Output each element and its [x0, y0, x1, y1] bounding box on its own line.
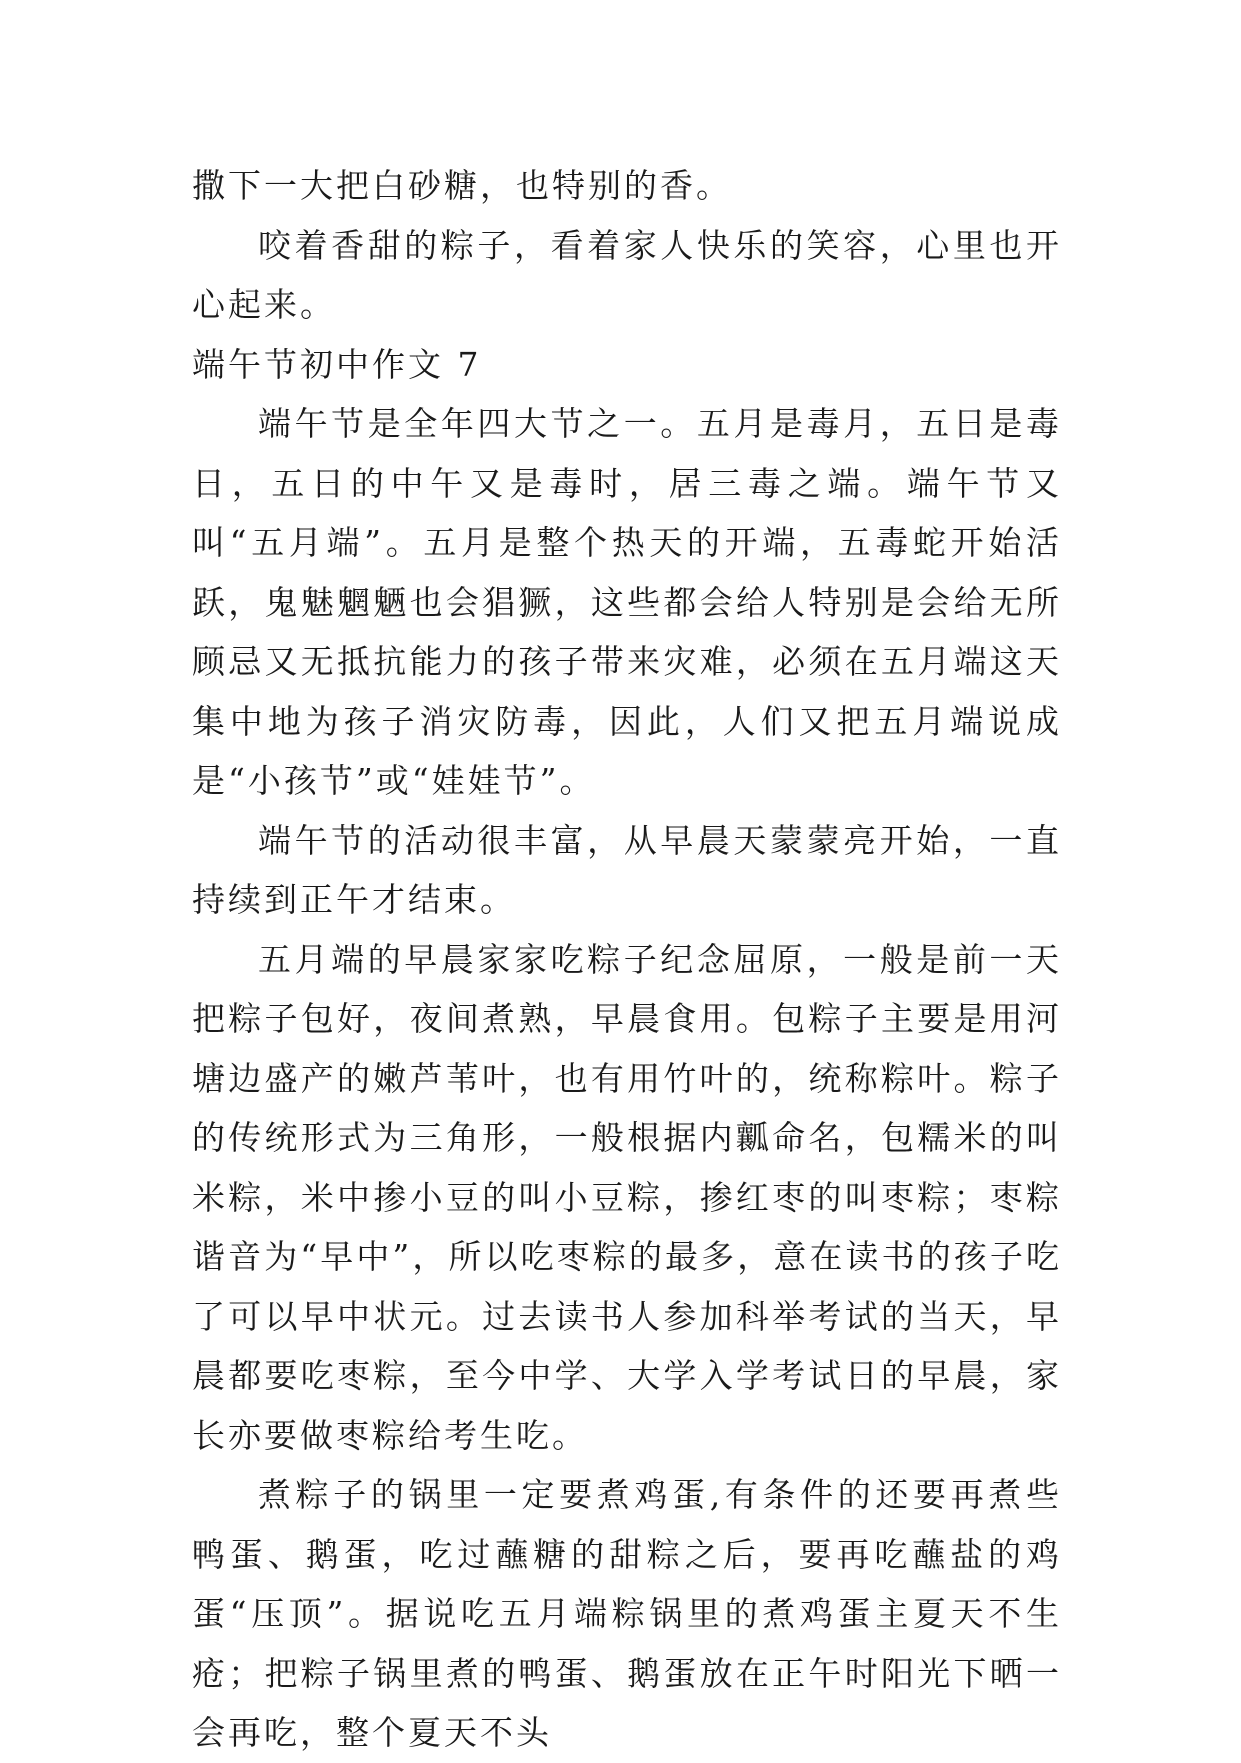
section-heading: 端午节初中作文 7 [192, 344, 482, 384]
paragraph: 端午节是全年四大节之一。五月是毒月，五日是毒日，五日的中午又是毒时，居三毒之端。端午节又叫“五月端”。五月是整个热天的开端，五毒蛇开始活跃，鬼魅魍魉也会猖獗，这些都会给人特别是会给无所顾忌又无抵抗能力的孩子带来灾难，必须在五月端这天集中地为孩子消灾防毒，因此，人们又把五月端说成是“小孩节”或“娃娃节”。 [192, 404, 1062, 800]
document-body [192, 156, 1062, 1763]
paragraph: 煮粽子的锅里一定要煮鸡蛋,有条件的还要再煮些鸭蛋、鹅蛋，吃过蘸糖的甜粽之后，要再吃蘸盐的鸡蛋“压顶”。据说吃五月端粽锅里的煮鸡蛋主夏天不生疮；把粽子锅里煮的鸭蛋、鹅蛋放在正午时阳光下晒一会再吃，整个夏天不头 [192, 1475, 1062, 1752]
paragraph-continuation: 撒下一大把白砂糖，也特别的香。 [192, 166, 732, 205]
paragraph: 五月端的早晨家家吃粽子纪念屈原，一般是前一天把粽子包好，夜间煮熟，早晨食用。包粽子主要是用河塘边盛产的嫩芦苇叶，也有用竹叶的，统称粽叶。粽子的传统形式为三角形，一般根据内瓤命名，包糯米的叫米粽，米中掺小豆的叫小豆粽，掺红枣的叫枣粽；枣粽谐音为“早中”，所以吃枣粽的最多，意在读书的孩子吃了可以早中状元。过去读书人参加科举考试的当天，早晨都要吃枣粽，至今中学、大学入学考试日的早晨，家长亦要做枣粽给考生吃。 [192, 939, 1062, 1455]
paragraph: 咬着香甜的粽子，看着家人快乐的笑容，心里也开心起来。 [192, 225, 1062, 324]
paragraph: 端午节的活动很丰富，从早晨天蒙蒙亮开始，一直持续到正午才结束。 [192, 820, 1062, 919]
